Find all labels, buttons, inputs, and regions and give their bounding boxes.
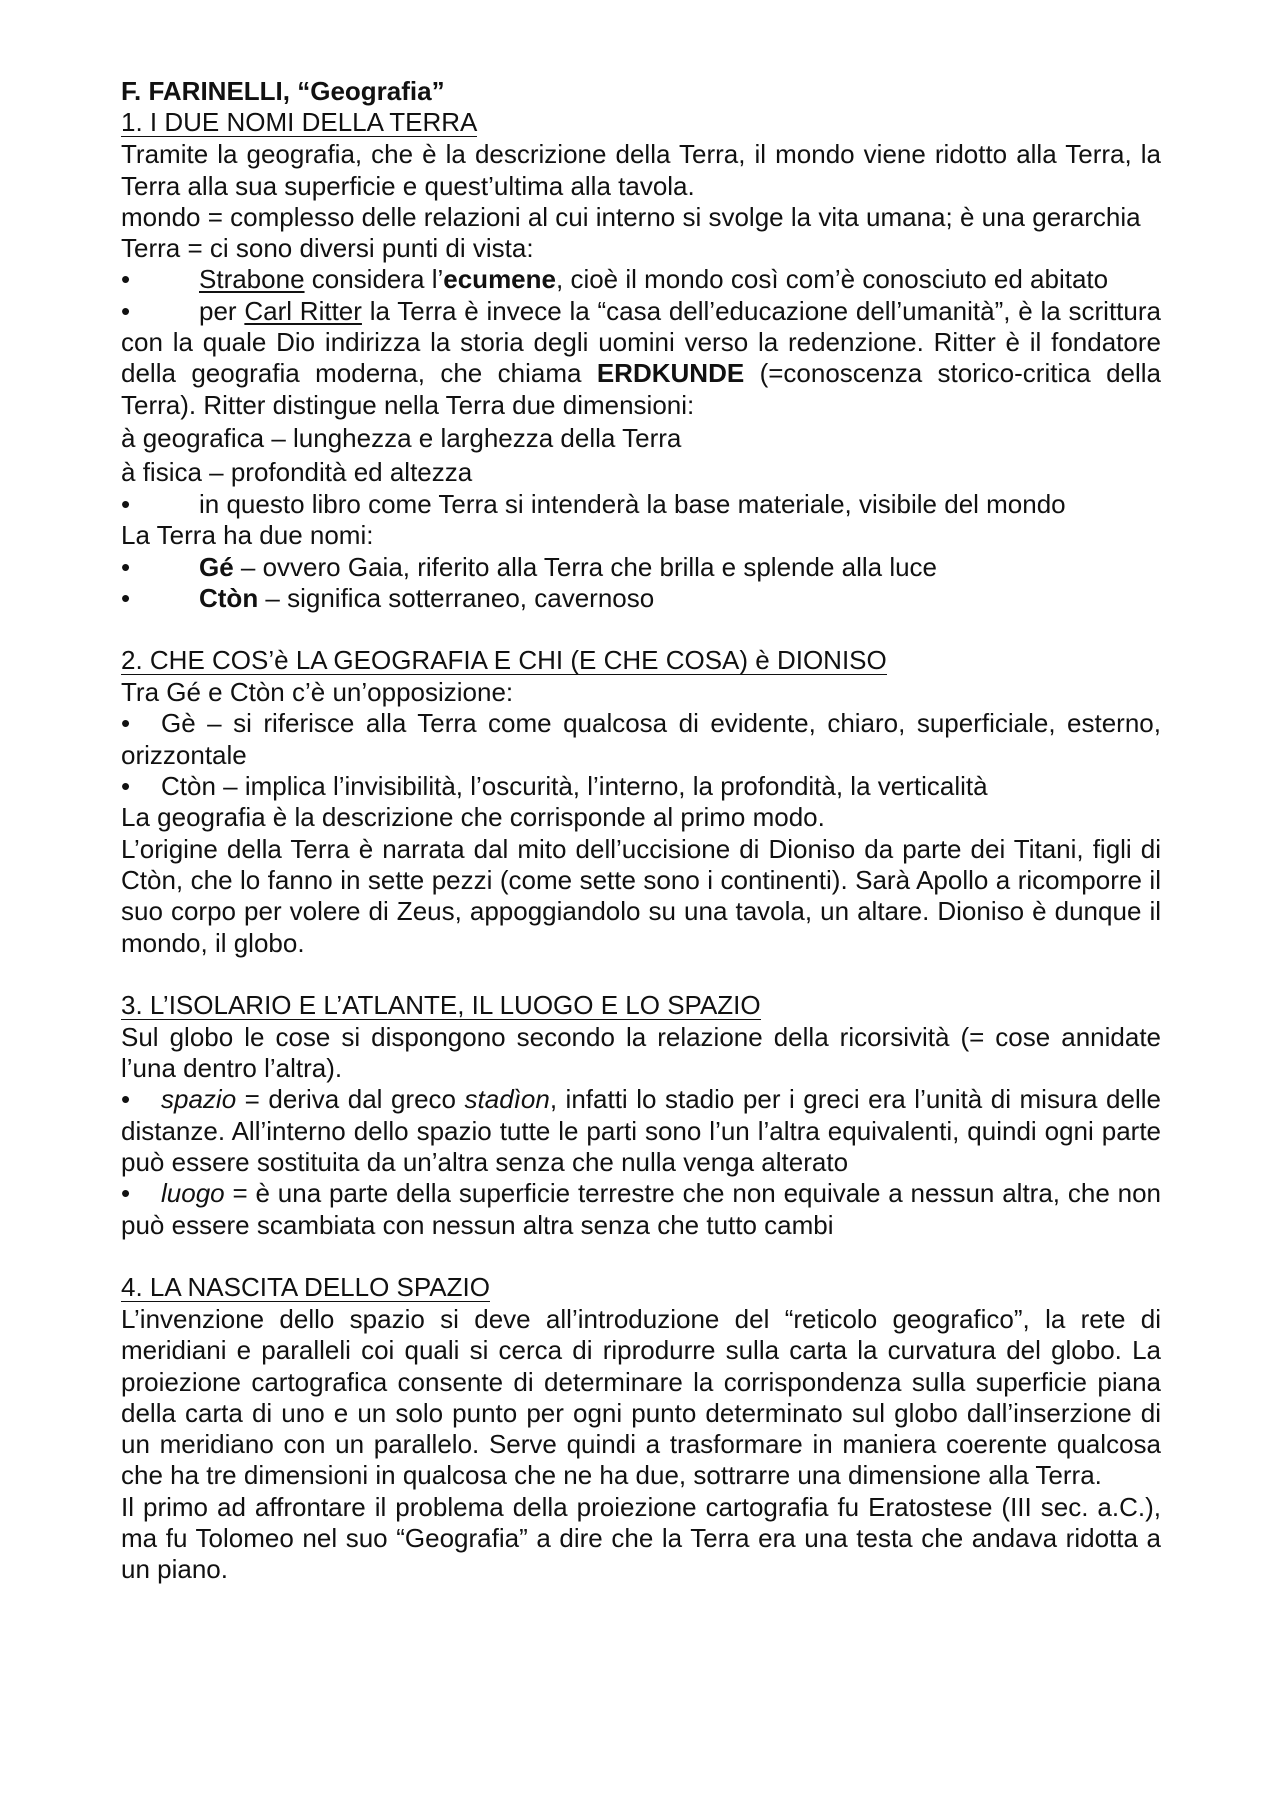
s3-paragraph-1: Sul globo le cose si dispongono secondo la relazione della ricorsività (= cose annidate l’una dentro l’altra). [121, 1021, 1161, 1084]
s1-bullet-ge: • Gé – ovvero Gaia, riferito alla Terra che brilla e splende alla luce [121, 551, 938, 582]
section-2-heading: 2. CHE COS’è LA GEOGRAFIA E CHI (E CHE COSA) è DIONISO [121, 645, 887, 676]
bullet-icon: • [121, 295, 131, 326]
bullet-icon: • [121, 1084, 131, 1115]
bullet-icon: • [121, 551, 131, 582]
section-3 [121, 990, 1161, 1241]
section-3-heading: 3. L’ISOLARIO E L’ATLANTE, IL LUOGO E LO SPAZIO [121, 989, 761, 1020]
s2-bullet-cton: • Ctòn – implica l’invisibilità, l’oscurità, l’interno, la profondità, la verticalità [121, 771, 988, 802]
bullet-icon: • [121, 264, 131, 295]
s2-bullet-ge: • Gè – si riferisce alla Terra come qualcosa di evidente, chiaro, superficiale, esterno, orizzontale [121, 708, 1161, 770]
section-1 [121, 107, 1161, 614]
s3-bullet-luogo: • luogo = è una parte della superficie terrestre che non equivale a nessun altra, che non può essere scambiata con nessun altra senza che tutto cambi [121, 1178, 1161, 1240]
arrow-icon: à [121, 456, 136, 487]
s2-paragraph-2: La geografia è la descrizione che corrisponde al primo modo. [121, 802, 825, 833]
section-2 [121, 645, 1161, 959]
bullet-icon: • [121, 582, 131, 613]
s1-paragraph-2: mondo = complesso delle relazioni al cui interno si svolge la vita umana; è una gerarchia [121, 201, 1141, 232]
section-4-heading: 4. LA NASCITA DELLO SPAZIO [121, 1271, 490, 1302]
s1-paragraph-4: La Terra ha due nomi: [121, 520, 374, 551]
bullet-icon: • [121, 708, 131, 739]
s1-paragraph-1: Tramite la geografia, che è la descrizione della Terra, il mondo viene ridotto alla Terra, la Terra alla sua superficie e quest’ultima alla tavola. [121, 139, 1161, 201]
section-1-heading: 1. I DUE NOMI DELLA TERRA [121, 107, 478, 138]
arrow-icon: à [121, 422, 136, 453]
section-spacer [121, 1241, 1161, 1272]
document-page [121, 76, 1161, 1586]
s4-paragraph-1: L’invenzione dello spazio si deve all’introduzione del “reticolo geografico”, la rete di meridiani e paralleli coi quali si cerca di riprodurre sulla carta la curvatura del globo. La proiezione cartografica consente di determinare la corrispondenza sulla superficie piana della carta di uno e un solo punto per ogni punto determinato sul globo dall’inserzione di un meridiano con un parallelo. Serve quindi a trasformare in maniera coerente qualcosa che ha tre dimensioni in qualcosa che ne ha due, sottrarre una dimensione alla Terra. [121, 1303, 1161, 1491]
s2-paragraph-3: L’origine della Terra è narrata dal mito dell’uccisione di Dioniso da parte dei Titani, figli di Ctòn, che lo fanno in sette pezzi (come sette sono i continenti). Sarà Apollo a ricomporre il suo corpo per volere di Zeus, appoggiandolo su una tavola, un altare. Dioniso è dunque il mondo, il globo. [121, 833, 1161, 958]
s2-paragraph-1: Tra Gé e Ctòn c’è un’opposizione: [121, 677, 514, 708]
s1-bullet-ritter: • per Carl Ritter la Terra è invece la “casa dell’educazione dell’umanità”, è la scrittura con la quale Dio indirizza la storia degli uomini verso la redenzione. Ritter è il fondatore della geografia moderna, che chiama ERDKUNDE (=conoscenza storico-critica della Terra). Ritter distingue nella Terra due dimensioni: [121, 295, 1161, 420]
section-4 [121, 1272, 1161, 1586]
s1-bullet-cton: • Ctòn – significa sotterraneo, cavernoso [121, 582, 655, 613]
bullet-icon: • [121, 1178, 131, 1209]
section-spacer [121, 959, 1161, 990]
s1-paragraph-3: Terra = ci sono diversi punti di vista: [121, 233, 534, 264]
bullet-icon: • [121, 488, 131, 519]
s1-arrow-item-geografica: à geografica – lunghezza e larghezza della Terra [121, 422, 682, 453]
bullet-icon: • [121, 771, 131, 802]
s1-bullet-strabone: • Strabone considera l’ecumene, cioè il mondo così com’è conosciuto ed abitato [121, 264, 1109, 295]
s4-paragraph-2: Il primo ad affrontare il problema della proiezione cartografia fu Eratostese (III sec. a.C.), ma fu Tolomeo nel suo “Geografia” a dire che la Terra era una testa che andava ridotta a un piano. [121, 1491, 1161, 1585]
s1-arrow-item-fisica: à fisica – profondità ed altezza [121, 456, 473, 487]
s3-bullet-spazio: • spazio = deriva dal greco stadìon, infatti lo stadio per i greci era l’unità di misura delle distanze. All’interno dello spazio tutte le parti sono l’un l’altra equivalenti, quindi ogni parte può essere sostituita da un’altra senza che nulla venga alterato [121, 1084, 1161, 1178]
document-title: F. FARINELLI, “Geografia” [121, 76, 445, 106]
section-spacer [121, 614, 1161, 645]
s1-bullet-libro: • in questo libro come Terra si intenderà la base materiale, visibile del mondo [121, 488, 1066, 519]
